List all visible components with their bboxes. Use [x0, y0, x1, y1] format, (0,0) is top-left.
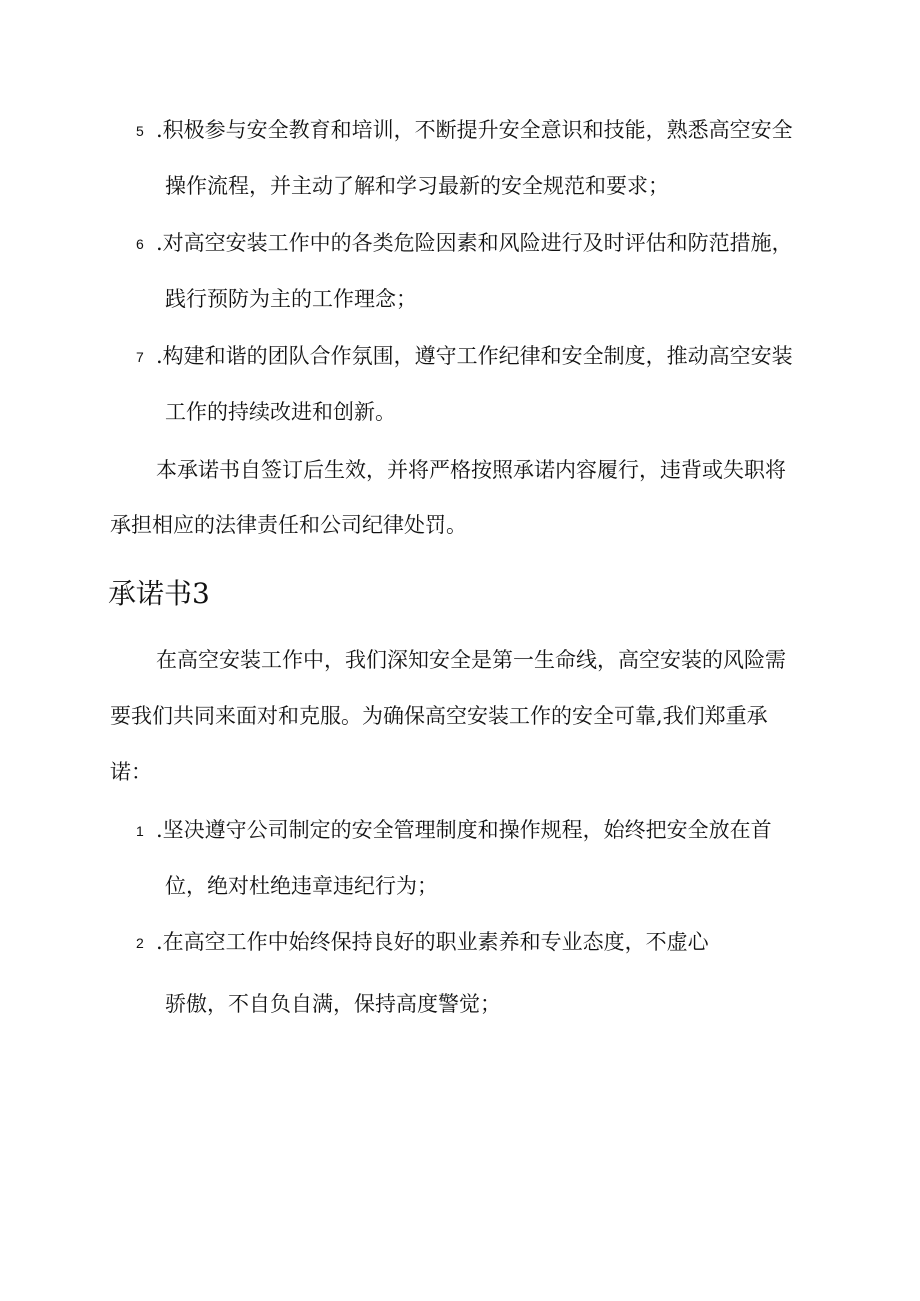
- list-item-text-continued: 位，绝对杜绝违章违纪行为；: [165, 874, 438, 898]
- intro-paragraph-continued: 诺：: [110, 760, 152, 784]
- list-item-number: 7: [136, 349, 144, 365]
- list-item-text-continued: 践行预防为主的工作理念；: [165, 287, 417, 311]
- list-item-number: 2: [136, 935, 144, 951]
- list-item-text-continued: 骄傲，不自负自满，保持高度警觉；: [165, 992, 501, 1016]
- intro-paragraph-continued: 要我们共同来面对和克服。为确保高空安装工作的安全可靠,我们郑重承: [110, 704, 768, 728]
- closing-paragraph: 本承诺书自签订后生效，并将严格按照承诺内容履行，违背或失职将: [156, 458, 786, 482]
- intro-paragraph: 在高空安装工作中，我们深知安全是第一生命线，高空安装的风险需: [156, 648, 786, 672]
- closing-paragraph-continued: 承担相应的法律责任和公司纪律处罚。: [110, 513, 467, 537]
- list-item-text: .在高空工作中始终保持良好的职业素养和专业态度，不虚心: [156, 930, 709, 954]
- list-item-number: 5: [136, 123, 144, 139]
- list-item-number: 1: [136, 823, 144, 839]
- list-item-text: .积极参与安全教育和培训，不断提升安全意识和技能，熟悉高空安全: [156, 118, 793, 142]
- list-item-text-continued: 操作流程，并主动了解和学习最新的安全规范和要求；: [165, 174, 669, 198]
- list-item-text-continued: 工作的持续改进和创新。: [165, 400, 396, 424]
- list-item-text: .对高空安装工作中的各类危险因素和风险进行及时评估和防范措施，: [156, 231, 793, 255]
- list-item-text: .构建和谐的团队合作氛围，遵守工作纪律和安全制度，推动高空安装: [156, 344, 793, 368]
- section-heading: 承诺书3: [108, 577, 210, 610]
- list-item-number: 6: [136, 236, 144, 252]
- list-item-text: .坚决遵守公司制定的安全管理制度和操作规程，始终把安全放在首: [156, 818, 772, 842]
